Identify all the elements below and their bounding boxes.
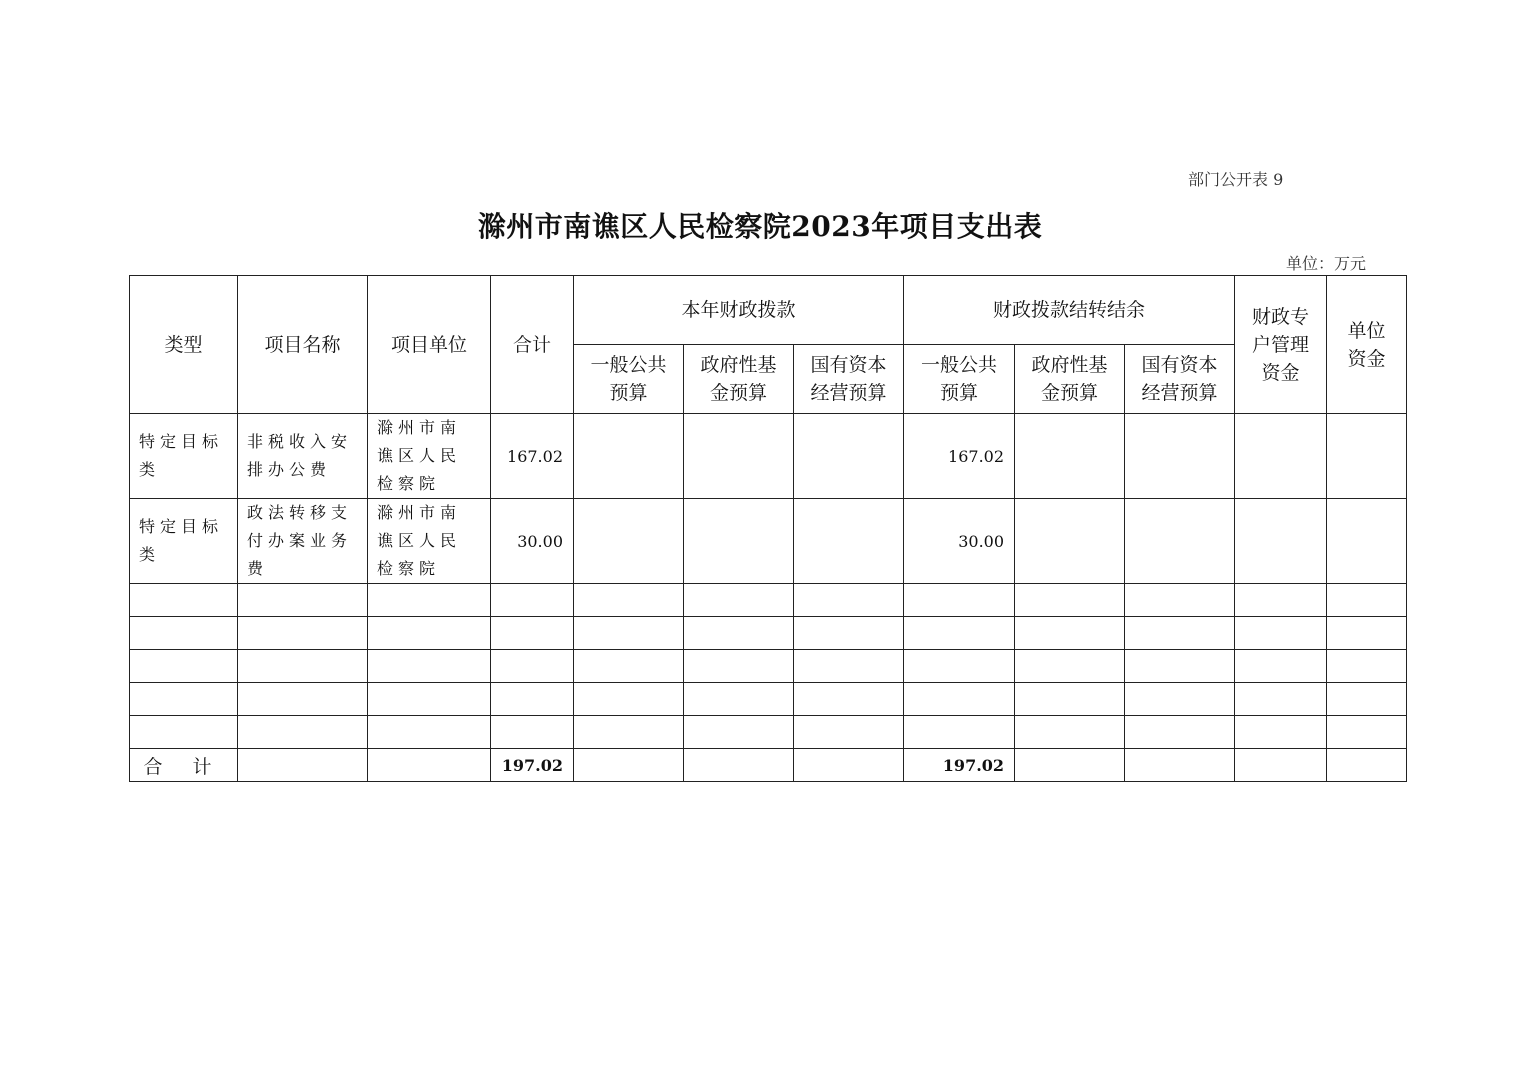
cell-type: 特定目标类 — [130, 499, 238, 584]
project-expenditure-table — [129, 275, 1407, 782]
empty-row — [130, 617, 1407, 650]
page-title: 滁州市南谯区人民检察院2023年项目支出表 — [477, 210, 1043, 243]
header-carry-state-capital: 国有资本经营预算 — [1125, 345, 1235, 414]
header-carry-general: 一般公共预算 — [904, 345, 1015, 414]
total-carry-general: 197.02 — [904, 749, 1015, 782]
header-current-fund: 政府性基金预算 — [684, 345, 794, 414]
total-row — [130, 749, 1407, 782]
cell-project-unit: 滁州市南谯区人民检察院 — [368, 499, 491, 584]
header-project-unit: 项目单位 — [368, 276, 491, 414]
cell-total: 30.00 — [491, 499, 574, 584]
header-current-appropriation: 本年财政拨款 — [574, 276, 904, 345]
header-total: 合计 — [491, 276, 574, 414]
total-label: 合 计 — [130, 749, 238, 782]
cell-project-name: 非税收入安排办公费 — [238, 414, 368, 499]
header-carryover: 财政拨款结转结余 — [904, 276, 1235, 345]
cell-total: 167.02 — [491, 414, 574, 499]
cell-carry-general: 30.00 — [904, 499, 1015, 584]
header-unit-funds: 单位资金 — [1327, 276, 1407, 414]
header-special-account: 财政专户管理资金 — [1235, 276, 1327, 414]
empty-row — [130, 650, 1407, 683]
header-type: 类型 — [130, 276, 238, 414]
header-project-name: 项目名称 — [238, 276, 368, 414]
table-reference: 部门公开表 9 — [1188, 170, 1284, 189]
table-row — [130, 499, 1407, 584]
empty-row — [130, 584, 1407, 617]
empty-row — [130, 716, 1407, 749]
header-carry-fund: 政府性基金预算 — [1015, 345, 1125, 414]
cell-type: 特定目标类 — [130, 414, 238, 499]
total-sum: 197.02 — [491, 749, 574, 782]
cell-project-unit: 滁州市南谯区人民检察院 — [368, 414, 491, 499]
header-current-general: 一般公共预算 — [574, 345, 684, 414]
unit-label: 单位：万元 — [1286, 254, 1367, 273]
table-row — [130, 414, 1407, 499]
empty-row — [130, 683, 1407, 716]
cell-project-name: 政法转移支付办案业务费 — [238, 499, 368, 584]
header-row-1 — [130, 276, 1407, 345]
header-current-state-capital: 国有资本经营预算 — [794, 345, 904, 414]
cell-carry-general: 167.02 — [904, 414, 1015, 499]
